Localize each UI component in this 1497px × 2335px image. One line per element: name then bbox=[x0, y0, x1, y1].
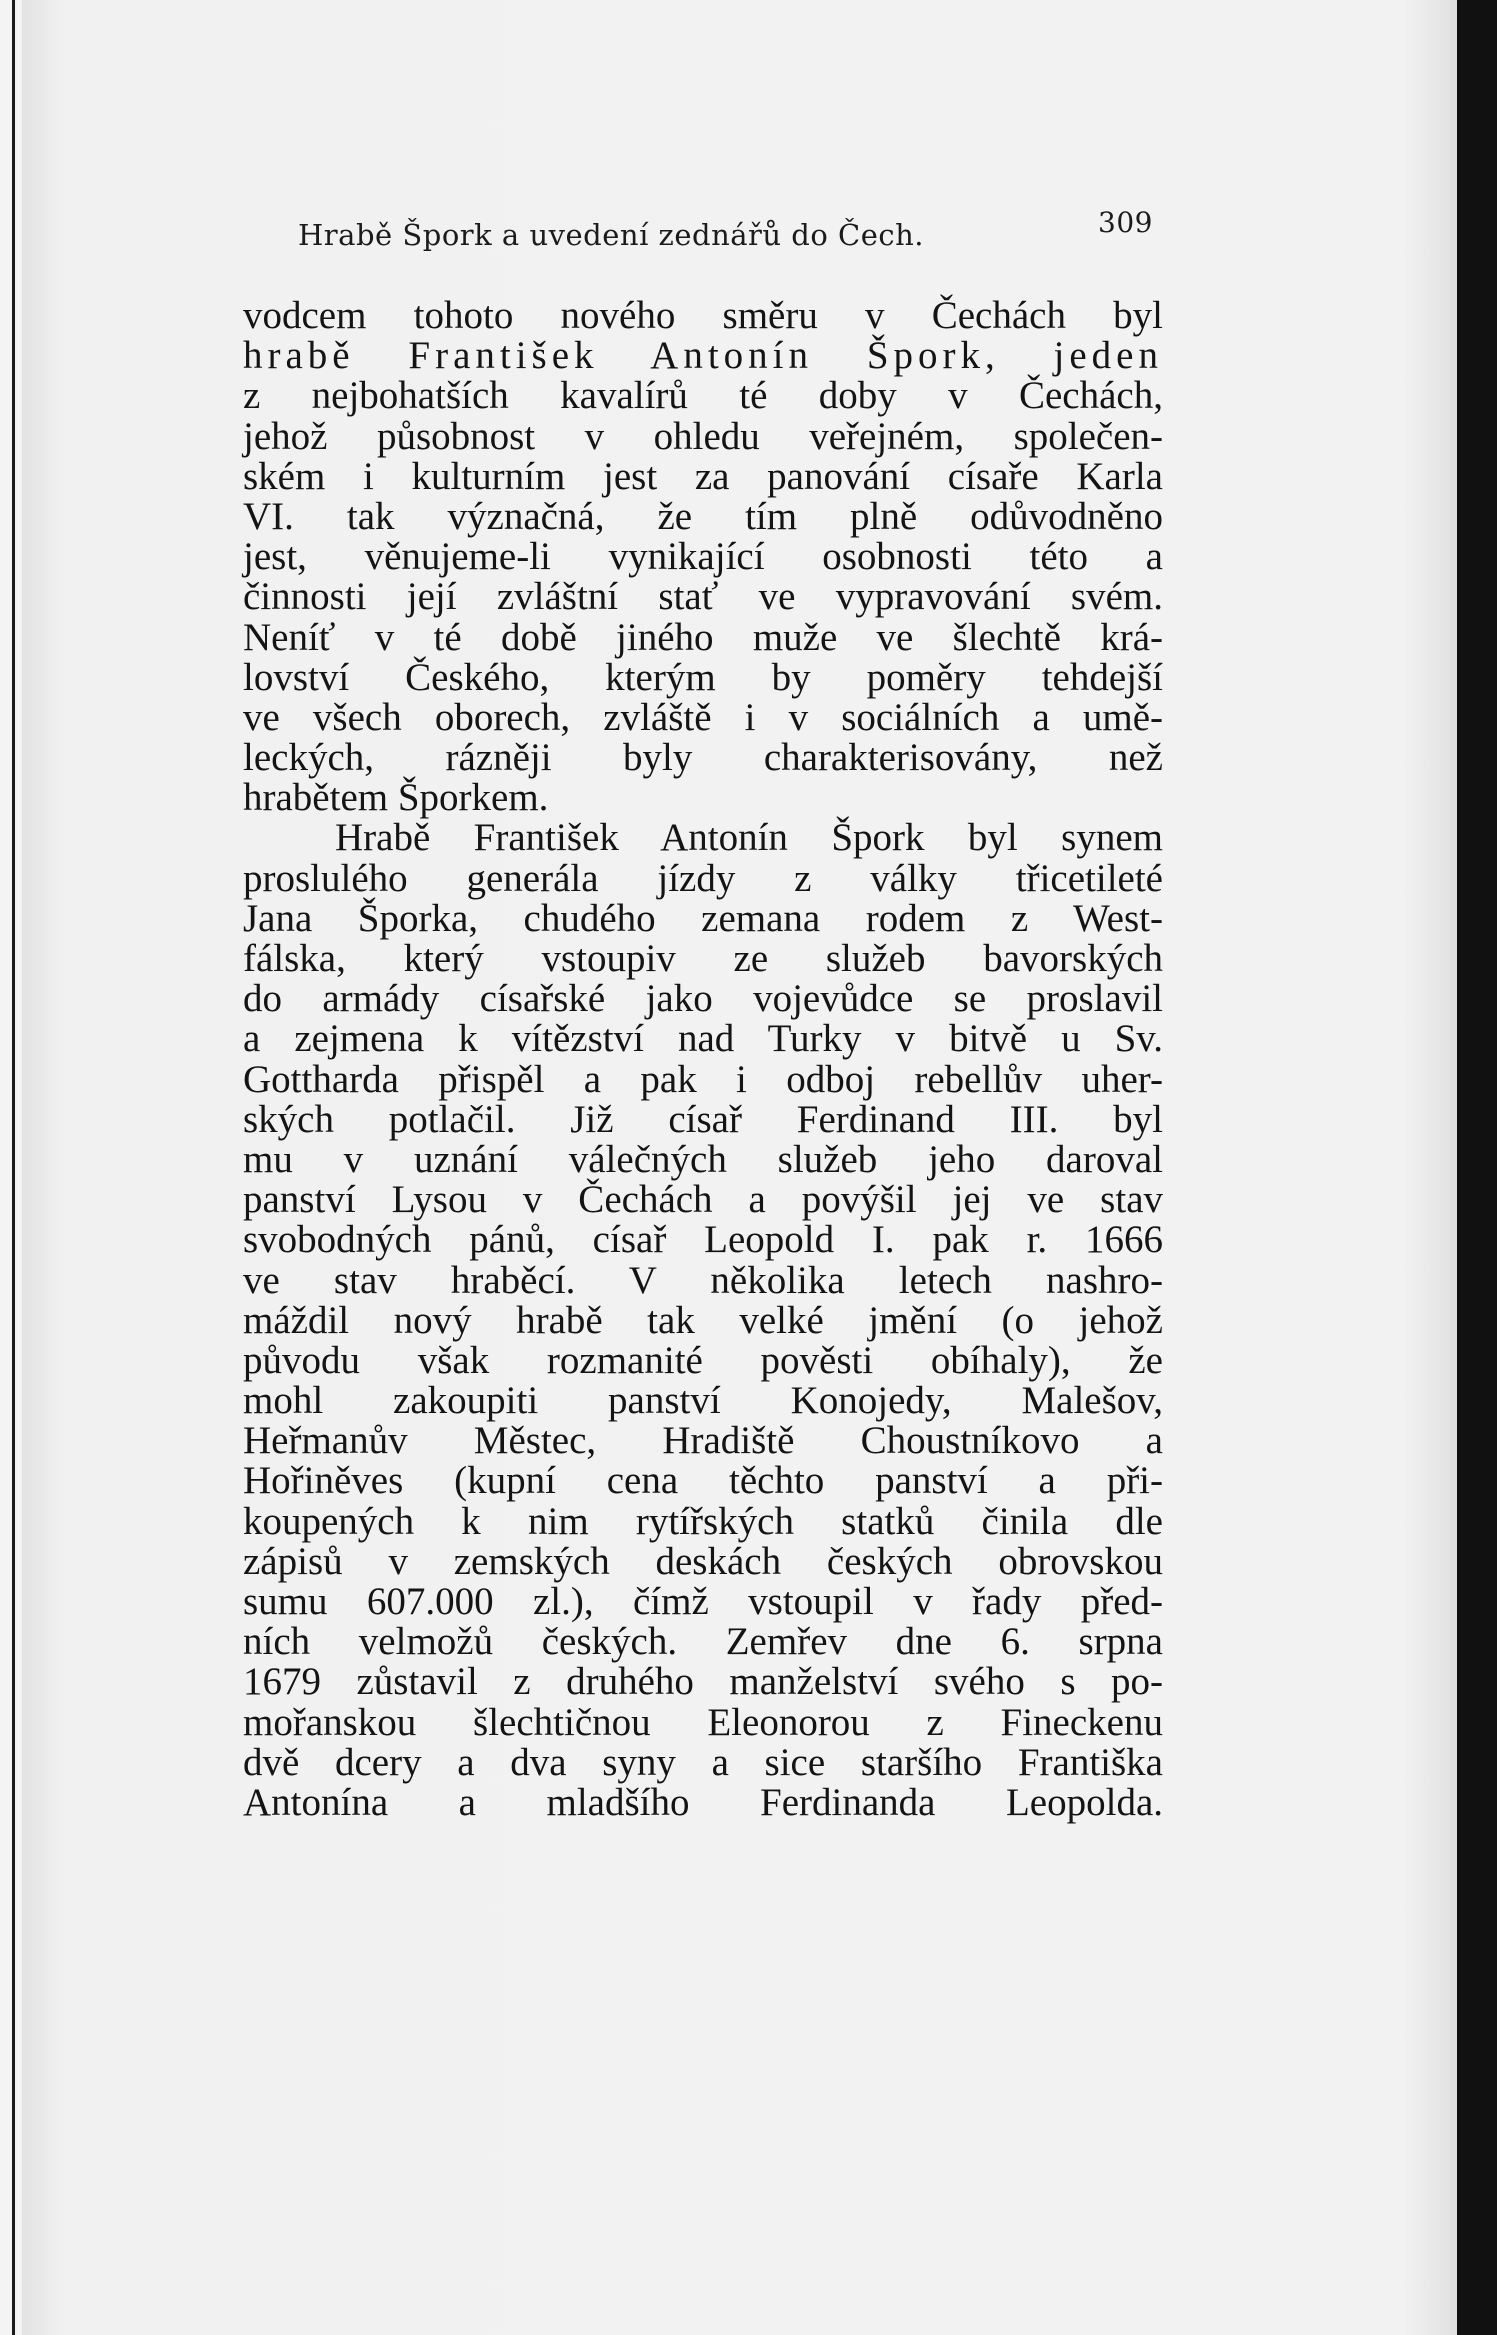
running-title: Hrabě Špork a uvedení zednářů do Čech. bbox=[298, 218, 925, 252]
text-line: svobodných pánů, císař Leopold I. pak r. 1666 bbox=[243, 1218, 1163, 1262]
text-line: jest, věnujeme-li vynikající osobnosti této a bbox=[243, 535, 1163, 579]
text-line: lovství Českého, kterým by poměry tehdejší bbox=[243, 655, 1163, 699]
text-line: z nejbohatších kavalírů té doby v Čechách, bbox=[243, 374, 1163, 418]
page-header bbox=[298, 206, 1158, 258]
binding-edge bbox=[12, 0, 15, 2335]
text-line: hrabě František Antonín Špork, jeden bbox=[243, 334, 1163, 378]
text-line: původu však rozmanité pověsti obíhaly), že bbox=[243, 1338, 1163, 1382]
text-line: ve stav hraběcí. V několika letech nashro- bbox=[243, 1258, 1163, 1302]
text-line: koupených k nim rytířských statků činila dle bbox=[243, 1499, 1163, 1543]
text-line: zápisů v zemských deskách českých obrovskou bbox=[243, 1539, 1163, 1583]
text-line: proslulého generála jízdy z války třicetileté bbox=[243, 856, 1163, 900]
text-line: Jana Šporka, chudého zemana rodem z West- bbox=[243, 896, 1163, 940]
text-line: 1679 zůstavil z druhého manželství svého s po- bbox=[243, 1660, 1163, 1704]
text-line: fálska, který vstoupiv ze služeb bavorských bbox=[243, 937, 1163, 980]
text-line: Antonína a mladšího Ferdinanda Leopolda. bbox=[243, 1780, 1163, 1824]
text-line: ních velmožů českých. Zemřev dne 6. srpna bbox=[243, 1620, 1163, 1664]
text-line: ských potlačil. Již císař Ferdinand III. byl bbox=[243, 1097, 1163, 1141]
text-line: sumu 607.000 zl.), čímž vstoupil v řady před- bbox=[243, 1580, 1163, 1623]
text-line: ve všech oborech, zvláště i v sociálních a umě- bbox=[243, 695, 1163, 739]
left-page-margin bbox=[0, 0, 22, 2335]
text-line: Neníť v té době jiného muže ve šlechtě krá- bbox=[243, 615, 1163, 659]
text-line: leckých, rázněji byly charakterisovány, než bbox=[243, 736, 1163, 780]
text-line: máždil nový hrabě tak velké jmění (o jehož bbox=[243, 1298, 1163, 1342]
text-line: a zejmena k vítězství nad Turky v bitvě u Sv. bbox=[243, 1017, 1163, 1061]
text-line: mořanskou šlechtičnou Eleonorou z Fineckenu bbox=[243, 1700, 1163, 1744]
scan-border bbox=[1457, 0, 1497, 2335]
text-line: do armády císařské jako vojevůdce se proslavil bbox=[243, 977, 1163, 1021]
page-number: 309 bbox=[1098, 206, 1153, 239]
text-line: hrabětem Šporkem. bbox=[243, 776, 549, 820]
text-line: mohl zakoupiti panství Konojedy, Malešov, bbox=[243, 1379, 1163, 1423]
text-line: Heřmanův Městec, Hradiště Choustníkovo a bbox=[243, 1419, 1163, 1463]
text-line: VI. tak význačná, že tím plně odůvodněno bbox=[243, 494, 1163, 538]
text-line: Hrabě František Antonín Špork byl synem bbox=[335, 816, 1163, 860]
text-line: dvě dcery a dva syny a sice staršího Františka bbox=[243, 1740, 1163, 1784]
text-line: Hořiněves (kupní cena těchto panství a při- bbox=[243, 1459, 1163, 1503]
text-line: činnosti její zvláštní stať ve vypravování svém. bbox=[243, 575, 1163, 619]
text-line: Gottharda přispěl a pak i odboj rebellův uher- bbox=[243, 1057, 1163, 1101]
text-line: mu v uznání válečných služeb jeho daroval bbox=[243, 1137, 1163, 1181]
text-line: panství Lysou v Čechách a povýšil jej ve stav bbox=[243, 1178, 1163, 1222]
text-line: ském i kulturním jest za panování císaře Karla bbox=[243, 454, 1163, 498]
body-text bbox=[243, 296, 1163, 1823]
text-line: vodcem tohoto nového směru v Čechách byl bbox=[243, 294, 1163, 337]
text-line: jehož působnost v ohledu veřejném, společen- bbox=[243, 414, 1163, 458]
